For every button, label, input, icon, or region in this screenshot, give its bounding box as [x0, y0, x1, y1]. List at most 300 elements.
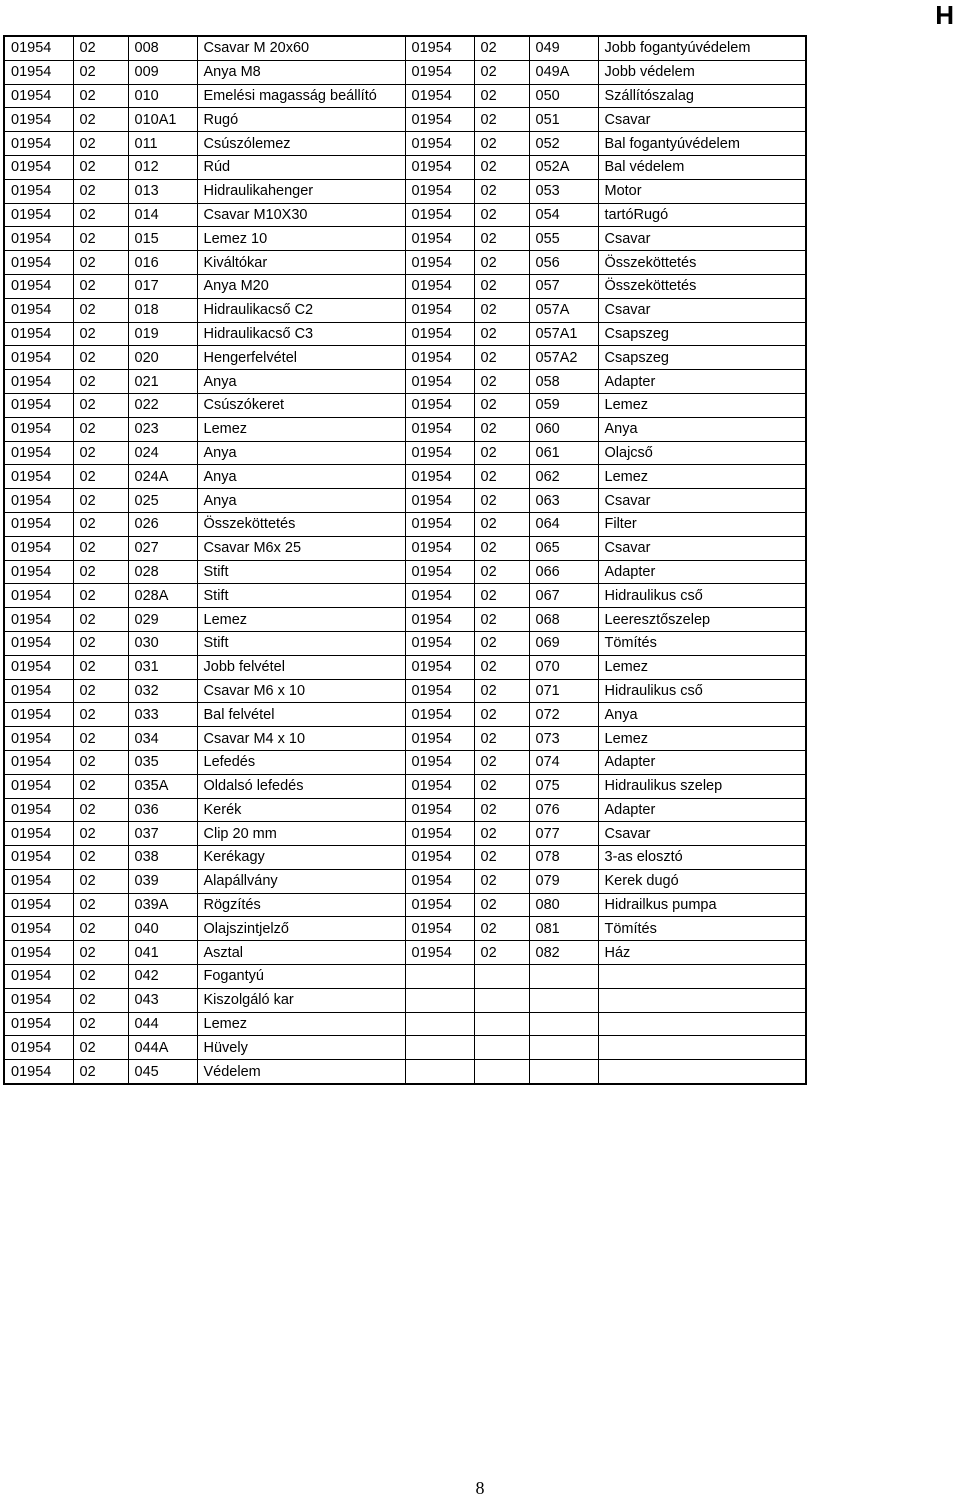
left-group-cell: 02 — [73, 869, 128, 893]
right-group-cell: 02 — [474, 893, 529, 917]
left-number-cell: 035A — [128, 774, 197, 798]
left-description-cell: Kerékagy — [197, 846, 405, 870]
right-number-cell: 073 — [529, 727, 598, 751]
right-description-cell: Csavar — [598, 536, 806, 560]
left-number-cell: 011 — [128, 132, 197, 156]
left-code-cell: 01954 — [4, 179, 73, 203]
table-row — [4, 608, 806, 632]
right-code-cell — [405, 1036, 474, 1060]
left-code-cell: 01954 — [4, 655, 73, 679]
left-description-cell: Anya — [197, 465, 405, 489]
left-code-cell: 01954 — [4, 941, 73, 965]
left-code-cell: 01954 — [4, 370, 73, 394]
left-group-cell: 02 — [73, 988, 128, 1012]
left-number-cell: 029 — [128, 608, 197, 632]
left-number-cell: 033 — [128, 703, 197, 727]
left-code-cell: 01954 — [4, 203, 73, 227]
right-description-cell: Bal védelem — [598, 155, 806, 179]
left-description-cell: Anya — [197, 489, 405, 513]
right-number-cell: 049A — [529, 60, 598, 84]
left-code-cell: 01954 — [4, 631, 73, 655]
left-number-cell: 038 — [128, 846, 197, 870]
right-code-cell — [405, 988, 474, 1012]
right-code-cell — [405, 965, 474, 989]
right-description-cell: Csapszeg — [598, 346, 806, 370]
left-number-cell: 023 — [128, 417, 197, 441]
table-row — [4, 36, 806, 60]
left-description-cell: Csúszólemez — [197, 132, 405, 156]
right-code-cell: 01954 — [405, 346, 474, 370]
left-code-cell: 01954 — [4, 822, 73, 846]
right-code-cell: 01954 — [405, 298, 474, 322]
right-group-cell: 02 — [474, 822, 529, 846]
left-code-cell: 01954 — [4, 346, 73, 370]
right-group-cell: 02 — [474, 536, 529, 560]
right-number-cell: 061 — [529, 441, 598, 465]
right-group-cell — [474, 988, 529, 1012]
left-group-cell: 02 — [73, 441, 128, 465]
right-group-cell: 02 — [474, 941, 529, 965]
left-group-cell: 02 — [73, 608, 128, 632]
right-code-cell: 01954 — [405, 798, 474, 822]
right-code-cell: 01954 — [405, 917, 474, 941]
right-description-cell: Adapter — [598, 750, 806, 774]
left-group-cell: 02 — [73, 370, 128, 394]
left-code-cell: 01954 — [4, 84, 73, 108]
left-group-cell: 02 — [73, 750, 128, 774]
right-number-cell: 063 — [529, 489, 598, 513]
left-description-cell: Asztal — [197, 941, 405, 965]
right-description-cell: Csavar — [598, 822, 806, 846]
table-row — [4, 274, 806, 298]
left-group-cell: 02 — [73, 536, 128, 560]
left-group-cell: 02 — [73, 846, 128, 870]
left-code-cell: 01954 — [4, 893, 73, 917]
left-group-cell: 02 — [73, 84, 128, 108]
right-number-cell: 060 — [529, 417, 598, 441]
right-description-cell: Lemez — [598, 655, 806, 679]
right-number-cell: 058 — [529, 370, 598, 394]
right-group-cell: 02 — [474, 846, 529, 870]
right-group-cell: 02 — [474, 227, 529, 251]
left-number-cell: 009 — [128, 60, 197, 84]
left-description-cell: Oldalsó lefedés — [197, 774, 405, 798]
left-number-cell: 027 — [128, 536, 197, 560]
left-group-cell: 02 — [73, 298, 128, 322]
right-number-cell: 055 — [529, 227, 598, 251]
left-group-cell: 02 — [73, 965, 128, 989]
right-code-cell: 01954 — [405, 132, 474, 156]
left-description-cell: Stift — [197, 631, 405, 655]
left-description-cell: Emelési magasság beállító — [197, 84, 405, 108]
right-code-cell: 01954 — [405, 679, 474, 703]
table-row — [4, 655, 806, 679]
right-number-cell: 059 — [529, 393, 598, 417]
left-description-cell: Lemez — [197, 417, 405, 441]
right-group-cell: 02 — [474, 465, 529, 489]
right-description-cell: Csavar — [598, 489, 806, 513]
table-row — [4, 1036, 806, 1060]
right-code-cell: 01954 — [405, 941, 474, 965]
right-group-cell: 02 — [474, 727, 529, 751]
right-description-cell: Bal fogantyúvédelem — [598, 132, 806, 156]
table-row — [4, 84, 806, 108]
right-number-cell: 067 — [529, 584, 598, 608]
right-group-cell: 02 — [474, 346, 529, 370]
table-row — [4, 441, 806, 465]
left-number-cell: 031 — [128, 655, 197, 679]
left-description-cell: Hidraulikacső C3 — [197, 322, 405, 346]
right-description-cell: Lemez — [598, 727, 806, 751]
right-description-cell: Lemez — [598, 393, 806, 417]
right-group-cell: 02 — [474, 774, 529, 798]
right-number-cell: 079 — [529, 869, 598, 893]
left-number-cell: 021 — [128, 370, 197, 394]
left-number-cell: 039A — [128, 893, 197, 917]
left-code-cell: 01954 — [4, 227, 73, 251]
table-row — [4, 869, 806, 893]
left-description-cell: Csavar M 20x60 — [197, 36, 405, 60]
left-description-cell: Csavar M6 x 10 — [197, 679, 405, 703]
left-description-cell: Alapállvány — [197, 869, 405, 893]
right-description-cell: Jobb védelem — [598, 60, 806, 84]
right-code-cell: 01954 — [405, 393, 474, 417]
right-group-cell — [474, 1060, 529, 1084]
left-code-cell: 01954 — [4, 750, 73, 774]
left-number-cell: 010A1 — [128, 108, 197, 132]
left-code-cell: 01954 — [4, 60, 73, 84]
right-group-cell: 02 — [474, 108, 529, 132]
right-number-cell: 078 — [529, 846, 598, 870]
left-group-cell: 02 — [73, 179, 128, 203]
left-code-cell: 01954 — [4, 393, 73, 417]
right-description-cell: Tömítés — [598, 917, 806, 941]
table-row — [4, 512, 806, 536]
left-code-cell: 01954 — [4, 536, 73, 560]
right-number-cell: 066 — [529, 560, 598, 584]
right-group-cell: 02 — [474, 36, 529, 60]
left-group-cell: 02 — [73, 893, 128, 917]
left-number-cell: 034 — [128, 727, 197, 751]
right-number-cell — [529, 1036, 598, 1060]
left-code-cell: 01954 — [4, 679, 73, 703]
right-code-cell: 01954 — [405, 703, 474, 727]
left-group-cell: 02 — [73, 489, 128, 513]
right-description-cell: Hidrailkus pumpa — [598, 893, 806, 917]
table-row — [4, 798, 806, 822]
left-code-cell: 01954 — [4, 774, 73, 798]
table-row — [4, 584, 806, 608]
left-code-cell: 01954 — [4, 608, 73, 632]
left-group-cell: 02 — [73, 251, 128, 275]
table-row — [4, 322, 806, 346]
right-code-cell: 01954 — [405, 36, 474, 60]
table-row — [4, 988, 806, 1012]
left-description-cell: Védelem — [197, 1060, 405, 1084]
left-code-cell: 01954 — [4, 869, 73, 893]
right-number-cell: 081 — [529, 917, 598, 941]
left-code-cell: 01954 — [4, 703, 73, 727]
left-group-cell: 02 — [73, 203, 128, 227]
left-code-cell: 01954 — [4, 727, 73, 751]
left-group-cell: 02 — [73, 1012, 128, 1036]
left-description-cell: Anya M8 — [197, 60, 405, 84]
left-number-cell: 035 — [128, 750, 197, 774]
left-description-cell: Hengerfelvétel — [197, 346, 405, 370]
left-number-cell: 018 — [128, 298, 197, 322]
left-group-cell: 02 — [73, 393, 128, 417]
left-description-cell: Csavar M6x 25 — [197, 536, 405, 560]
right-group-cell: 02 — [474, 489, 529, 513]
right-number-cell: 069 — [529, 631, 598, 655]
left-description-cell: Lemez — [197, 608, 405, 632]
right-number-cell: 057A1 — [529, 322, 598, 346]
left-code-cell: 01954 — [4, 274, 73, 298]
right-number-cell: 076 — [529, 798, 598, 822]
left-description-cell: Összeköttetés — [197, 512, 405, 536]
right-description-cell: Hidraulikus cső — [598, 679, 806, 703]
table-row — [4, 370, 806, 394]
table-row — [4, 251, 806, 275]
right-group-cell: 02 — [474, 322, 529, 346]
left-group-cell: 02 — [73, 774, 128, 798]
table-row — [4, 417, 806, 441]
right-description-cell: Adapter — [598, 798, 806, 822]
left-number-cell: 041 — [128, 941, 197, 965]
table-row — [4, 727, 806, 751]
table-row — [4, 750, 806, 774]
left-group-cell: 02 — [73, 512, 128, 536]
right-code-cell: 01954 — [405, 274, 474, 298]
left-group-cell: 02 — [73, 727, 128, 751]
table-row — [4, 917, 806, 941]
right-code-cell: 01954 — [405, 227, 474, 251]
right-number-cell: 065 — [529, 536, 598, 560]
right-code-cell: 01954 — [405, 465, 474, 489]
left-number-cell: 042 — [128, 965, 197, 989]
right-code-cell: 01954 — [405, 750, 474, 774]
right-code-cell: 01954 — [405, 536, 474, 560]
left-code-cell: 01954 — [4, 584, 73, 608]
left-number-cell: 040 — [128, 917, 197, 941]
table-row — [4, 346, 806, 370]
right-number-cell: 050 — [529, 84, 598, 108]
right-group-cell: 02 — [474, 512, 529, 536]
left-number-cell: 044A — [128, 1036, 197, 1060]
left-description-cell: Stift — [197, 560, 405, 584]
right-description-cell: Szállítószalag — [598, 84, 806, 108]
right-description-cell: Tömítés — [598, 631, 806, 655]
left-description-cell: Olajszintjelző — [197, 917, 405, 941]
left-group-cell: 02 — [73, 346, 128, 370]
table-row — [4, 846, 806, 870]
table-row — [4, 822, 806, 846]
right-group-cell: 02 — [474, 274, 529, 298]
right-code-cell: 01954 — [405, 84, 474, 108]
left-group-cell: 02 — [73, 274, 128, 298]
right-description-cell — [598, 1036, 806, 1060]
right-number-cell: 068 — [529, 608, 598, 632]
left-code-cell: 01954 — [4, 441, 73, 465]
table-row — [4, 155, 806, 179]
right-number-cell — [529, 1060, 598, 1084]
table-row — [4, 489, 806, 513]
left-group-cell: 02 — [73, 655, 128, 679]
right-group-cell: 02 — [474, 441, 529, 465]
left-code-cell: 01954 — [4, 917, 73, 941]
right-code-cell: 01954 — [405, 60, 474, 84]
right-description-cell: Csavar — [598, 108, 806, 132]
left-code-cell: 01954 — [4, 465, 73, 489]
right-number-cell — [529, 1012, 598, 1036]
left-description-cell: Hidraulikacső C2 — [197, 298, 405, 322]
right-group-cell: 02 — [474, 370, 529, 394]
right-number-cell: 051 — [529, 108, 598, 132]
right-code-cell: 01954 — [405, 108, 474, 132]
left-group-cell: 02 — [73, 679, 128, 703]
left-group-cell: 02 — [73, 60, 128, 84]
right-number-cell: 054 — [529, 203, 598, 227]
left-group-cell: 02 — [73, 132, 128, 156]
right-code-cell: 01954 — [405, 512, 474, 536]
right-group-cell: 02 — [474, 60, 529, 84]
left-description-cell: Clip 20 mm — [197, 822, 405, 846]
left-code-cell: 01954 — [4, 298, 73, 322]
right-number-cell: 052A — [529, 155, 598, 179]
left-number-cell: 012 — [128, 155, 197, 179]
right-code-cell: 01954 — [405, 727, 474, 751]
right-code-cell — [405, 1012, 474, 1036]
right-description-cell: Filter — [598, 512, 806, 536]
left-group-cell: 02 — [73, 227, 128, 251]
right-number-cell: 057 — [529, 274, 598, 298]
right-group-cell: 02 — [474, 203, 529, 227]
left-group-cell: 02 — [73, 560, 128, 584]
left-number-cell: 028A — [128, 584, 197, 608]
left-description-cell: Kiszolgáló kar — [197, 988, 405, 1012]
right-description-cell: Összeköttetés — [598, 251, 806, 275]
right-number-cell: 071 — [529, 679, 598, 703]
left-description-cell: Jobb felvétel — [197, 655, 405, 679]
right-group-cell: 02 — [474, 655, 529, 679]
right-code-cell: 01954 — [405, 370, 474, 394]
table-row — [4, 60, 806, 84]
right-number-cell: 075 — [529, 774, 598, 798]
right-group-cell — [474, 965, 529, 989]
right-description-cell — [598, 965, 806, 989]
right-group-cell: 02 — [474, 393, 529, 417]
left-number-cell: 014 — [128, 203, 197, 227]
right-description-cell: Adapter — [598, 370, 806, 394]
right-group-cell: 02 — [474, 917, 529, 941]
left-description-cell: Fogantyú — [197, 965, 405, 989]
left-code-cell: 01954 — [4, 965, 73, 989]
right-code-cell: 01954 — [405, 608, 474, 632]
table-row — [4, 227, 806, 251]
left-number-cell: 032 — [128, 679, 197, 703]
table-row — [4, 179, 806, 203]
right-code-cell — [405, 1060, 474, 1084]
left-code-cell: 01954 — [4, 1036, 73, 1060]
left-code-cell: 01954 — [4, 560, 73, 584]
left-number-cell: 016 — [128, 251, 197, 275]
left-description-cell: Kerék — [197, 798, 405, 822]
right-group-cell: 02 — [474, 869, 529, 893]
right-number-cell: 056 — [529, 251, 598, 275]
right-description-cell: Anya — [598, 703, 806, 727]
left-group-cell: 02 — [73, 417, 128, 441]
left-description-cell: Lemez — [197, 1012, 405, 1036]
right-description-cell: Csavar — [598, 298, 806, 322]
left-description-cell: Kiváltókar — [197, 251, 405, 275]
right-number-cell: 070 — [529, 655, 598, 679]
right-description-cell: 3-as elosztó — [598, 846, 806, 870]
table-row — [4, 965, 806, 989]
right-number-cell: 052 — [529, 132, 598, 156]
left-description-cell: Hidraulikahenger — [197, 179, 405, 203]
right-number-cell: 049 — [529, 36, 598, 60]
right-description-cell: Adapter — [598, 560, 806, 584]
right-description-cell — [598, 988, 806, 1012]
left-group-cell: 02 — [73, 798, 128, 822]
parts-list-body — [4, 36, 806, 1084]
right-description-cell: Csavar — [598, 227, 806, 251]
left-code-cell: 01954 — [4, 108, 73, 132]
right-group-cell: 02 — [474, 84, 529, 108]
right-description-cell: Hidraulikus szelep — [598, 774, 806, 798]
table-row — [4, 132, 806, 156]
left-description-cell: Hüvely — [197, 1036, 405, 1060]
table-row — [4, 203, 806, 227]
page-number: 8 — [475, 1478, 485, 1498]
right-group-cell — [474, 1012, 529, 1036]
left-number-cell: 020 — [128, 346, 197, 370]
right-number-cell: 064 — [529, 512, 598, 536]
left-group-cell: 02 — [73, 917, 128, 941]
right-group-cell: 02 — [474, 179, 529, 203]
right-code-cell: 01954 — [405, 584, 474, 608]
left-number-cell: 015 — [128, 227, 197, 251]
right-number-cell: 082 — [529, 941, 598, 965]
left-number-cell: 030 — [128, 631, 197, 655]
left-description-cell: Csúszókeret — [197, 393, 405, 417]
right-code-cell: 01954 — [405, 774, 474, 798]
table-row — [4, 631, 806, 655]
left-code-cell: 01954 — [4, 1060, 73, 1084]
right-number-cell: 057A2 — [529, 346, 598, 370]
right-group-cell — [474, 1036, 529, 1060]
left-code-cell: 01954 — [4, 512, 73, 536]
left-code-cell: 01954 — [4, 846, 73, 870]
left-description-cell: Stift — [197, 584, 405, 608]
right-code-cell: 01954 — [405, 489, 474, 513]
right-number-cell — [529, 988, 598, 1012]
left-number-cell: 039 — [128, 869, 197, 893]
right-group-cell: 02 — [474, 560, 529, 584]
right-number-cell: 077 — [529, 822, 598, 846]
left-number-cell: 036 — [128, 798, 197, 822]
right-description-cell: Kerek dugó — [598, 869, 806, 893]
right-group-cell: 02 — [474, 679, 529, 703]
table-row — [4, 679, 806, 703]
left-number-cell: 019 — [128, 322, 197, 346]
right-description-cell: Anya — [598, 417, 806, 441]
left-number-cell: 024 — [128, 441, 197, 465]
table-row — [4, 560, 806, 584]
left-number-cell: 045 — [128, 1060, 197, 1084]
left-code-cell: 01954 — [4, 798, 73, 822]
table-row — [4, 536, 806, 560]
